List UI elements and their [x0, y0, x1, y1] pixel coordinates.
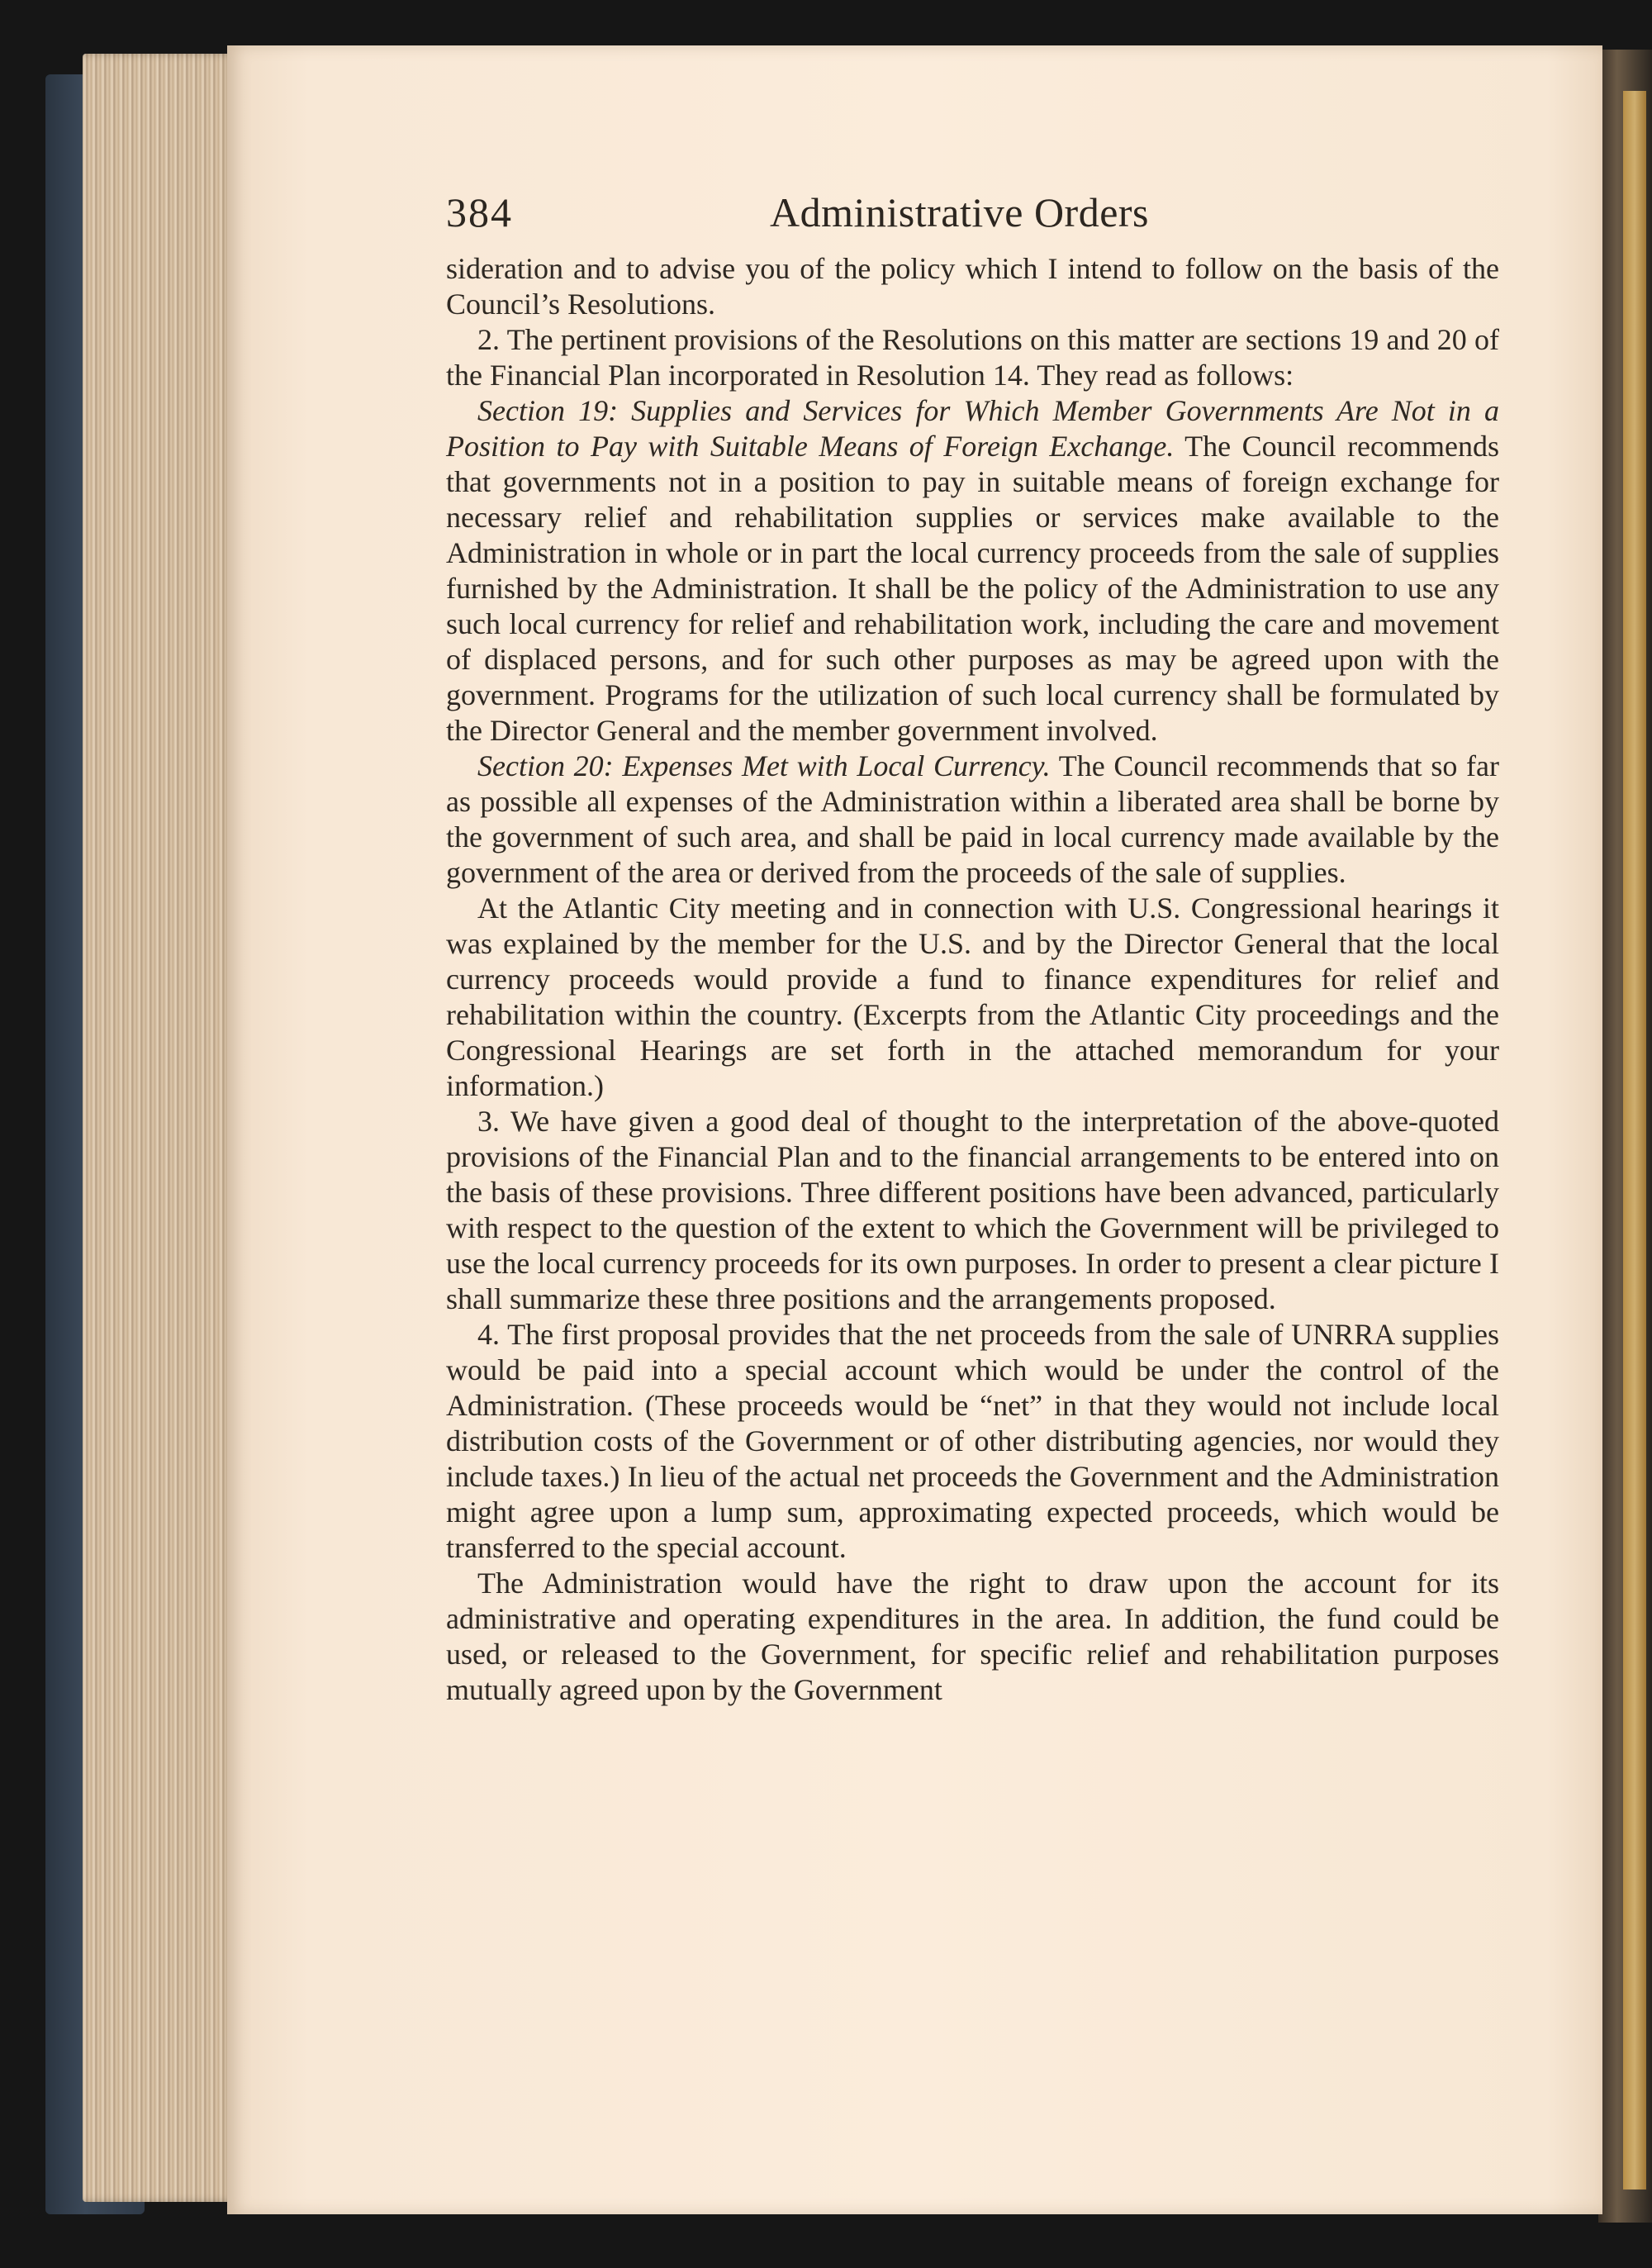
- section-20-text: The Council recommends that so far as possible all expenses of the Administration within a liberated area shall be borne by the government of such area, and shall be paid in local currency made available by the government of the area or derived from the proceeds of the sale of supplies.: [446, 749, 1500, 889]
- page-header: [446, 188, 1503, 246]
- page-number: 384: [446, 189, 513, 235]
- page-body: [446, 251, 1499, 1708]
- paragraph: At the Atlantic City meeting and in connection with U.S. Congressional hearings it was explained by the member for the U.S. and by the Director General that the local currency proceeds would provide a fund to finance expenditures for relief and rehabilitation within the country. (Excerpts from the Atlantic City proceedings and the Congressional Hearings are set forth in the attached memorandum for your information.): [446, 892, 1499, 1102]
- paragraph: The Administration would have the right to draw upon the account for its administrative and operating expenditures in the area. In addition, the fund could be used, or released to the Government, for specific relief and rehabilitation purposes mutually agreed upon by the Government: [446, 1567, 1499, 1706]
- section-19-quote: [446, 393, 1499, 749]
- paragraph: 4. The first proposal provides that the net proceeds from the sale of UNRRA supplies would be paid into a special account which would be under the control of the Administration. (These proceeds would be “net” in that they would not include local distribution costs of the Government or of other distributing agencies, nor would they include taxes.) In lieu of the actual net proceeds the Government and the Administration might agree upon a lump sum, approximating expected proceeds, which would be transferred to the special account.: [446, 1318, 1499, 1564]
- paragraph: sideration and to advise you of the policy which I intend to follow on the basis of the Council’s Resolutions.: [446, 252, 1499, 321]
- page-edges: [83, 54, 235, 2202]
- section-20-heading: Section 20: Expenses Met with Local Currency.: [477, 749, 1051, 782]
- section-19-text: The Council recommends that governments not in a position to pay in suitable means of foreign exchange for necessary relief and rehabilitation supplies or services make available to the Administration in whole or in part the local currency proceeds from the sale of supplies furnished by the Administration. It shall be the policy of the Administration to use any such local currency for relief and rehabilitation work, including the care and movement of displaced persons, and for such other purposes as may be agreed upon with the government. Programs for the utilization of such local currency shall be formulated by the Director General and the member government involved.: [446, 430, 1500, 747]
- running-head: Administrative Orders: [770, 189, 1150, 235]
- paragraph: 2. The pertinent provisions of the Resolutions on this matter are sections 19 and 20 of the Financial Plan incorporated in Resolution 14. They read as follows:: [446, 323, 1499, 392]
- gilt-edge: [1623, 91, 1646, 2190]
- section-19-heading: Section 19: Supplies and Services for Which Member Governments Are Not in a Position to Pay with Suitable Means of Foreign Exchange.: [446, 394, 1499, 463]
- paragraph: 3. We have given a good deal of thought to the interpretation of the above-quoted provisions of the Financial Plan and to the financial arrangements to be entered into on the basis of these provisions. Three different positions have been advanced, particularly with respect to the question of the extent to which the Government will be privileged to use the local currency proceeds for its own purposes. In order to present a clear picture I shall summarize these three positions and the arrangements proposed.: [446, 1105, 1499, 1315]
- section-20-quote: [446, 749, 1499, 891]
